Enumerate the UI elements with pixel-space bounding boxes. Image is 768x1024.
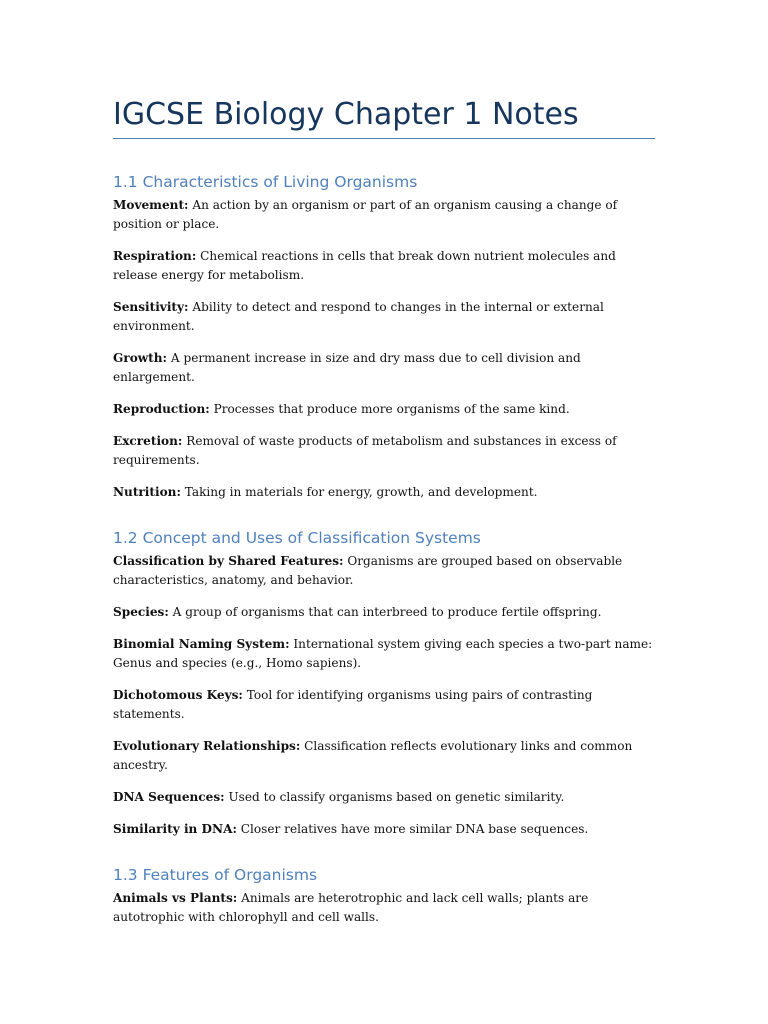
entry-text: An action by an organism or part of an organism causing a change of position or place. (113, 198, 618, 231)
entry-text: Ability to detect and respond to changes in the internal or external environment. (113, 300, 604, 333)
entry-term: Dichotomous Keys: (113, 688, 243, 702)
entry-term: Binomial Naming System: (113, 637, 290, 651)
entry-text: Tool for identifying organisms using pairs of contrasting statements. (113, 688, 593, 721)
section-heading: 1.1 Characteristics of Living Organisms (113, 173, 418, 191)
entry-text: Taking in materials for energy, growth, and development. (180, 485, 538, 499)
entry-term: Classification by Shared Features: (113, 554, 344, 568)
entry-dichotomous-keys (113, 686, 655, 724)
entry-term: Movement: (113, 198, 189, 212)
entry-term: Respiration: (113, 249, 197, 263)
entry-term: Excretion: (113, 434, 183, 448)
entry-text: A group of organisms that can interbreed to produce fertile offspring. (168, 605, 602, 619)
entry-animals-vs-plants (113, 889, 655, 927)
entry-text: Used to classify organisms based on genetic similarity. (224, 790, 565, 804)
entry-species (113, 603, 655, 622)
entry-text: Processes that produce more organisms of the same kind. (209, 402, 570, 416)
entry-term: Evolutionary Relationships: (113, 739, 301, 753)
section-features (113, 865, 655, 927)
entry-term: Nutrition: (113, 485, 181, 499)
entry-term: Reproduction: (113, 402, 210, 416)
entry-text: Closer relatives have more similar DNA base sequences. (236, 822, 589, 836)
document-page (113, 96, 655, 940)
entry-text: Classification reflects evolutionary links and common ancestry. (113, 739, 633, 772)
section-classification (113, 528, 655, 839)
entry-excretion (113, 432, 655, 470)
entry-evolutionary-relationships (113, 737, 655, 775)
entry-sensitivity (113, 298, 655, 336)
entry-text: Animals are heterotrophic and lack cell walls; plants are autotrophic with chlorophyll and cell walls. (113, 891, 589, 924)
entry-dna-sequences (113, 788, 655, 807)
entry-text: Chemical reactions in cells that break down nutrient molecules and release energy for metabolism. (113, 249, 616, 282)
entry-term: Similarity in DNA: (113, 822, 237, 836)
entry-term: Sensitivity: (113, 300, 189, 314)
entry-text: Organisms are grouped based on observable characteristics, anatomy, and behavior. (113, 554, 623, 587)
entry-respiration (113, 247, 655, 285)
entry-text: International system giving each species a two-part name: Genus and species (e.g., Homo sapiens). (113, 637, 653, 670)
entry-movement (113, 196, 655, 234)
entry-term: Growth: (113, 351, 168, 365)
entry-growth (113, 349, 655, 387)
entry-term: Animals vs Plants: (113, 891, 238, 905)
entry-classification-shared-features (113, 552, 655, 590)
entry-similarity-in-dna (113, 820, 655, 839)
entry-term: Species: (113, 605, 169, 619)
entry-term: DNA Sequences: (113, 790, 225, 804)
entry-reproduction (113, 400, 655, 419)
document-title: IGCSE Biology Chapter 1 Notes (113, 96, 655, 139)
entry-text: Removal of waste products of metabolism and substances in excess of requirements. (113, 434, 617, 467)
section-heading: 1.3 Features of Organisms (113, 866, 318, 884)
entry-text: A permanent increase in size and dry mass due to cell division and enlargement. (113, 351, 581, 384)
entry-binomial-naming (113, 635, 655, 673)
section-characteristics (113, 172, 655, 502)
section-heading: 1.2 Concept and Uses of Classification Systems (113, 529, 481, 547)
entry-nutrition (113, 483, 655, 502)
